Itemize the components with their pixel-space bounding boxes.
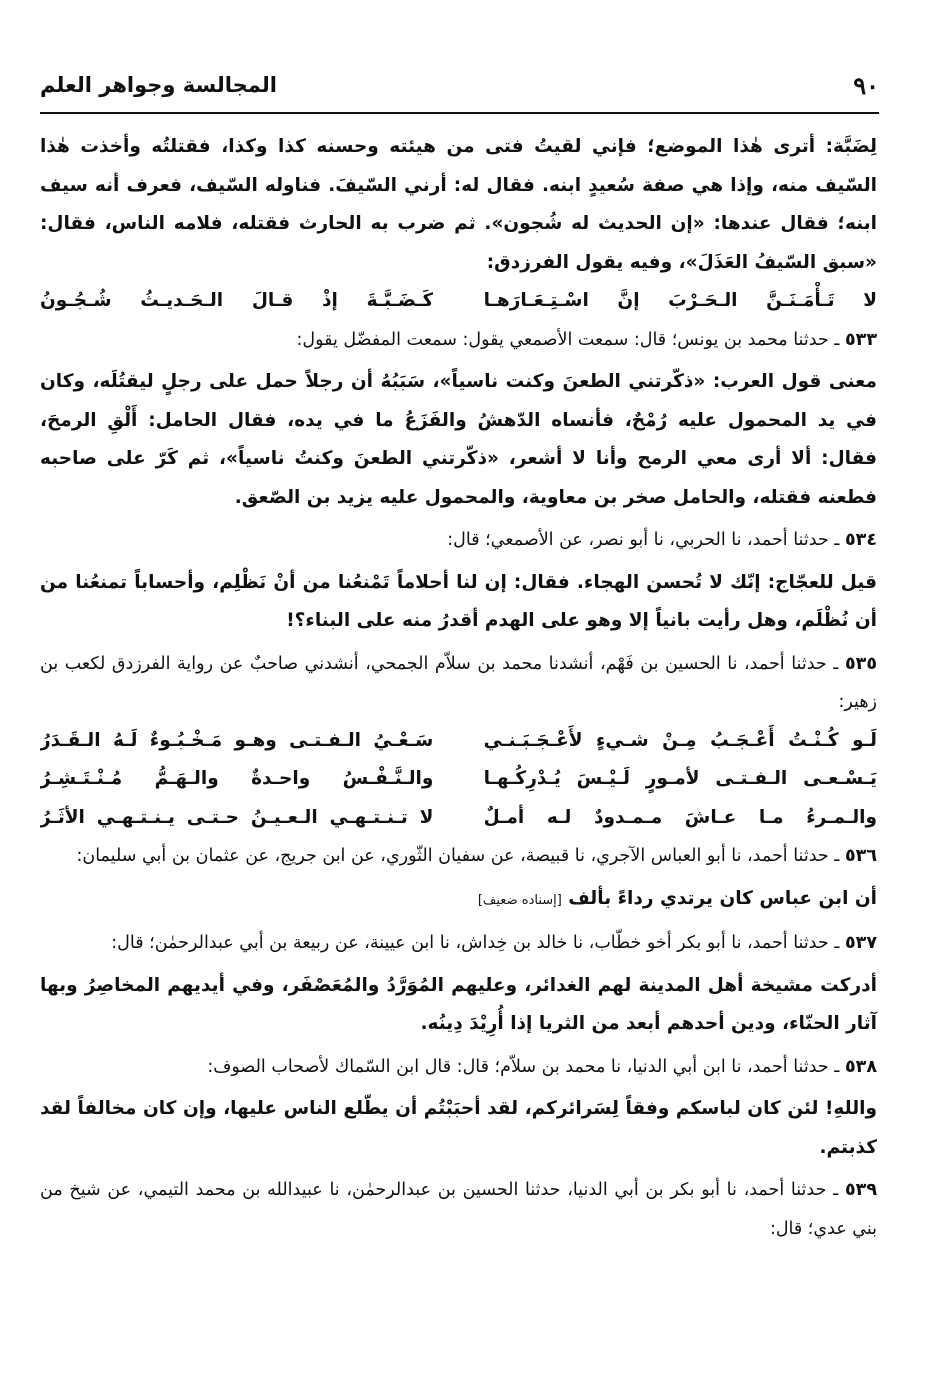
report-534-body: قيل للعجّاج: إنّك لا تُحسن الهجاء. فقال: إن لنا أحلاماً تَمْنعُنا من أنْ نَظْلِم، وأحساباً تمنعُنا من أن نُظْلَم، وهل رأيت بانياً إلا وهو على الهدم أقدرُ منه على البناء؟! xyxy=(40,571,877,631)
verse-hemistich-second: والـنَّـفْـسُ واحـدةٌ والـهَـمُّ مُـنْـتَـشِـرُ xyxy=(40,768,434,789)
grading-note: [إسناده ضعيف] xyxy=(477,892,562,908)
verse-farazdaq xyxy=(40,282,877,321)
isnad-text: ـ حدثنا أحمد، نا الحسين بن فَهْم، أنشدنا محمد بن سلاّم الجمحي، أنشدني صاحبٌ عن رواية الفرزدق لكعب بن زهير: xyxy=(40,653,877,712)
isnad-text: ـ حدثنا أحمد، نا الحربي، نا أبو نصر، عن الأصمعي؛ قال: xyxy=(447,530,845,550)
isnad-text: ـ حدثنا أحمد، نا ابن أبي الدنيا، نا محمد بن سلاّم؛ قال: قال ابن السّماك لأصحاب الصوف: xyxy=(207,1056,845,1077)
isnad-536 xyxy=(40,837,877,876)
verse-hemistich-second: سَـعْـيُ الـفـتـى وهـو مَـخْـبُـوءٌ لَـهُ الـقَـدَرُ xyxy=(40,729,434,751)
verse-kaab-1 xyxy=(40,722,877,761)
report-536-body xyxy=(40,880,877,921)
header-rule xyxy=(40,112,879,114)
verse-hemistich-first: لا تَـأْمَـنَـنَّ الـحَـرْبَ إنَّ اسْـتِـعَـارَهـا xyxy=(483,290,877,311)
report-number: ٥٣٩ xyxy=(844,1180,877,1200)
isnad-533 xyxy=(40,321,877,360)
report-number: ٥٣٤ xyxy=(844,530,877,550)
report-537-body: أدركت مشيخة أهل المدينة لهم الغدائر، وعليهم المُوَرَّدُ والمُعَصْفَر، وفي أيديهم المخاصِرُ وبها آثار الحنّاء، ودين أحدهم أبعد من الثريا إذا أُرِيْدَ دِينُه. xyxy=(40,974,877,1034)
verse-hemistich-second: لا تـنـتـهـي الـعـيـنُ حـتـى يـنـتـهـي الأثَـرُ xyxy=(40,806,434,828)
verse-hemistich-first: يَـسْـعـى الـفـتـى لأمـورٍ لَـيْـسَ يُـدْرِكُـهـا xyxy=(483,768,877,789)
isnad-537 xyxy=(40,924,877,963)
paragraph-dabba-story: لِضَبَّة: أترى هٰذا الموضع؛ فإني لقيتُ فتى من هيئته وحسنه كذا وكذا، فقتلتُه وأخذت هٰذا السّيف منه، وإذا هي صفة سُعيدٍ ابنه. فقال له: أرني السّيفَ. فناوله السّيف، فعرف أنه سيف ابنه؛ فقال عندها: «إن الحديث له شُجون». ثم ضرب به الحارث فقتله، فلامه الناس، فقال: «سبق السّيفُ العَذَلَ»، وفيه يقول الفرزدق: xyxy=(40,136,877,273)
page-body xyxy=(40,128,877,1248)
verse-hemistich-first: والـمـرءُ مـا عـاشَ مـمـدودٌ لـه أمـلٌ xyxy=(483,806,877,828)
isnad-539 xyxy=(40,1171,877,1248)
isnad-text: ـ حدثنا أحمد، نا أبو بكر بن أبي الدنيا، حدثنا الحسين بن عبدالرحمٰن، نا عبيدالله بن محمد التيمي، عن شيخ من بني عدي؛ قال: xyxy=(40,1180,877,1239)
verse-hemistich-first: لَـو كُـنْـتُ أَعْـجَـبُ مِـنْ شـيءٍ لأَعْـجَـبَـنـي xyxy=(483,729,877,751)
isnad-538 xyxy=(40,1048,877,1087)
report-number: ٥٣٣ xyxy=(844,329,877,350)
verse-kaab-3 xyxy=(40,799,877,838)
verse-hemistich-second: كَـضَـبَّـةَ إذْ قـالَ الـحَـديـثُ شُـجُـونُ xyxy=(40,290,434,311)
report-538-body: واللهِ! لئن كان لباسكم وفقاً لِسَرائركم، لقد أحبَبْتُم أن يطّلع الناس عليها، وإن كان مخالفاً لقد كذبتم. xyxy=(40,1098,877,1158)
report-number: ٥٣٧ xyxy=(844,933,877,953)
running-title: المجالسة وجواهر العلم xyxy=(40,73,277,97)
isnad-535 xyxy=(40,645,877,722)
page-number: ٩٠ xyxy=(853,70,879,100)
report-number: ٥٣٨ xyxy=(844,1056,877,1077)
isnad-text: ـ حدثنا محمد بن يونس؛ قال: سمعت الأصمعي يقول: سمعت المفضّل يقول: xyxy=(296,329,845,350)
report-number: ٥٣٦ xyxy=(844,846,877,866)
isnad-text: ـ حدثنا أحمد، نا أبو بكر أخو خطّاب، نا خالد بن خِداش، نا ابن عيينة، عن ربيعة بن أبي عبدالرحمٰن؛ قال: xyxy=(111,933,845,953)
report-533-body: معنى قول العرب: «ذكّرتني الطعنَ وكنت ناسياً»، سَبَبُهُ أن رجلاً حمل على رجلٍ ليقتُلَه، وكان في يد المحمول عليه رُمْحٌ، فأنساه الدّهشُ والفَزَعُ ما في يده، فقال الحامل: أَلْقِ الرمحَ، فقال: ألا أرى معي الرمح وأنا لا أشعر، «ذكّرتني الطعنَ وكنتُ ناسياً»، ثم كَرّ على صاحبه فطعنه فقتله، والحامل صخر بن معاوية، والمحمول عليه يزيد بن الصّعق. xyxy=(40,371,877,508)
report-536-text: أن ابن عباس كان يرتدي رداءً بألف xyxy=(561,887,877,909)
isnad-534 xyxy=(40,521,877,560)
isnad-text: ـ حدثنا أحمد، نا أبو العباس الآجري، نا قبيصة، عن سفيان الثّوري، عن ابن جريج، عن عثمان بن أبي سليمان: xyxy=(76,846,845,866)
page-header xyxy=(40,62,879,108)
verse-kaab-2 xyxy=(40,760,877,799)
report-number: ٥٣٥ xyxy=(844,653,877,674)
